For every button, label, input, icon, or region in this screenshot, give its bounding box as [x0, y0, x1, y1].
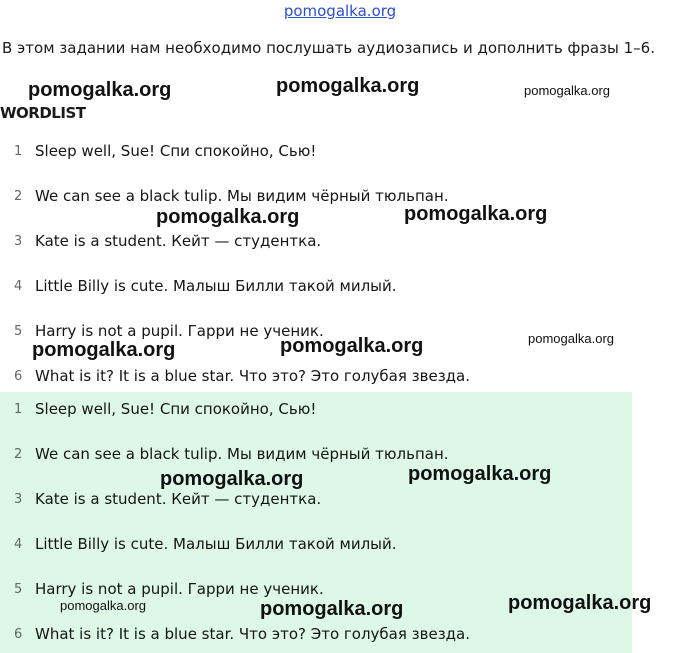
list-item	[0, 621, 632, 651]
list-item	[0, 486, 632, 516]
watermark: pomogalka.org	[404, 203, 548, 225]
item-number: 5	[14, 582, 23, 597]
list-item	[0, 273, 632, 303]
wordlist-heading: WORDLIST	[0, 104, 86, 122]
item-number: 5	[14, 324, 23, 339]
item-number: 3	[14, 234, 23, 249]
item-text: We can see a black tulip. Мы видим чёрный тюльпан.	[35, 187, 449, 205]
item-number: 6	[14, 369, 23, 384]
watermark: pomogalka.org	[156, 206, 300, 228]
watermark: pomogalka.org	[528, 331, 614, 346]
item-number: 1	[14, 402, 23, 417]
item-text: What is it? It is a blue star. Что это? Это голубая звезда.	[35, 625, 471, 643]
list-item	[0, 531, 632, 561]
item-text: What is it? It is a blue star. Что это? Это голубая звезда.	[35, 367, 471, 385]
watermark: pomogalka.org	[260, 598, 404, 620]
list-item	[0, 228, 632, 258]
item-text: Little Billy is cute. Малыш Билли такой милый.	[35, 535, 397, 553]
list-item	[0, 396, 632, 426]
item-text: We can see a black tulip. Мы видим чёрный тюльпан.	[35, 445, 449, 463]
watermark: pomogalka.org	[280, 335, 424, 357]
watermark: pomogalka.org	[160, 468, 304, 490]
watermark: pomogalka.org	[508, 592, 652, 614]
list-item	[0, 363, 632, 393]
site-header-link[interactable]: pomogalka.org	[283, 2, 397, 20]
watermark: pomogalka.org	[60, 598, 146, 613]
watermark: pomogalka.org	[32, 339, 176, 361]
item-number: 4	[14, 537, 23, 552]
item-text: Sleep well, Sue! Спи спокойно, Сью!	[35, 142, 317, 160]
watermark: pomogalka.org	[276, 75, 420, 97]
item-number: 4	[14, 279, 23, 294]
item-number: 2	[14, 189, 23, 204]
item-text: Harry is not a pupil. Гарри не ученик.	[35, 322, 324, 340]
item-text: Sleep well, Sue! Спи спокойно, Сью!	[35, 400, 317, 418]
watermark: pomogalka.org	[524, 83, 610, 98]
item-number: 6	[14, 627, 23, 642]
item-text: Kate is a student. Кейт — студентка.	[35, 232, 322, 250]
item-text: Little Billy is cute. Малыш Билли такой милый.	[35, 277, 397, 295]
item-number: 3	[14, 492, 23, 507]
intro-text: В этом задании нам необходимо послушать аудиозапись и дополнить фразы 1–6.	[2, 39, 655, 57]
list-item	[0, 138, 632, 168]
item-number: 1	[14, 144, 23, 159]
watermark: pomogalka.org	[28, 79, 172, 101]
item-number: 2	[14, 447, 23, 462]
item-text: Kate is a student. Кейт — студентка.	[35, 490, 322, 508]
watermark: pomogalka.org	[408, 463, 552, 485]
item-text: Harry is not a pupil. Гарри не ученик.	[35, 580, 324, 598]
